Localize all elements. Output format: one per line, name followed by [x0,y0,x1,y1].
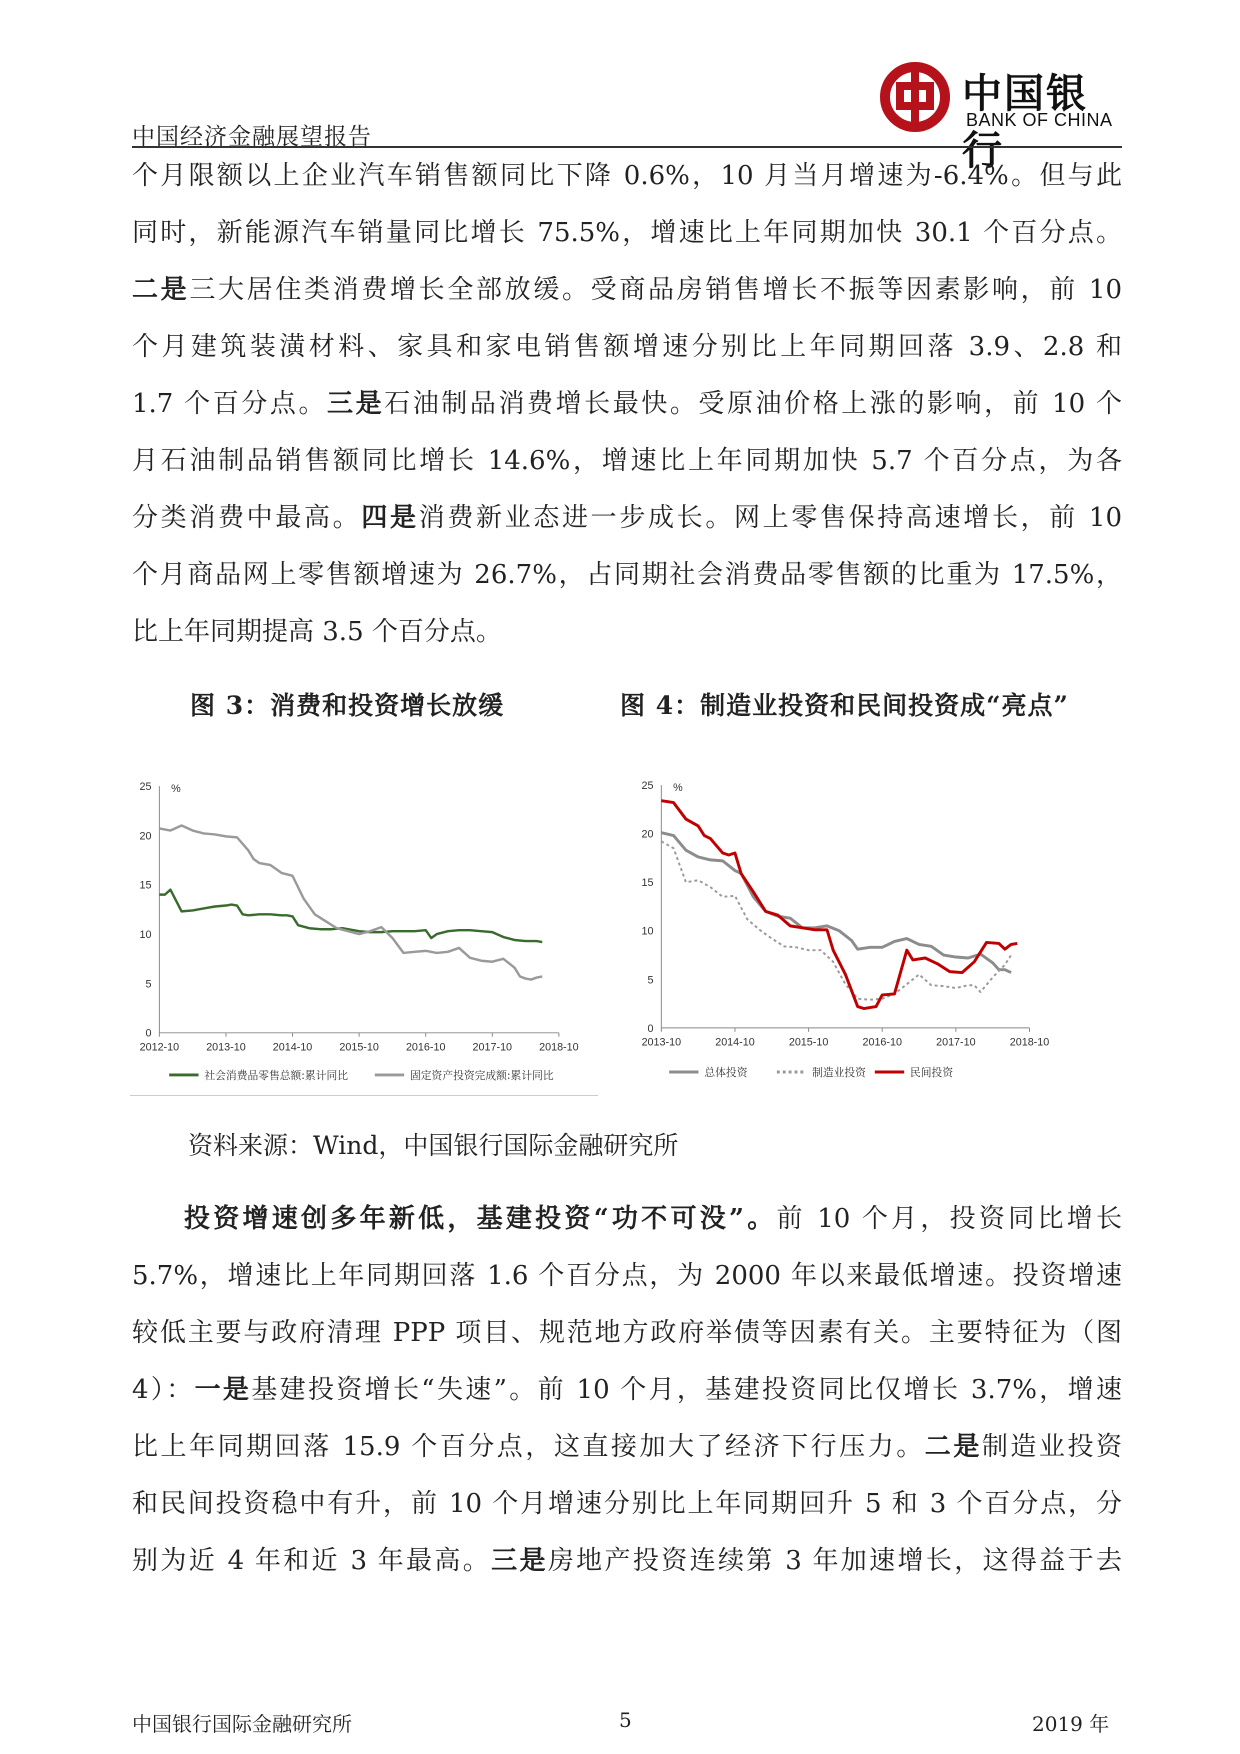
text-line [132,205,1122,262]
y-tick-label: 25 [641,780,654,792]
text-line [132,1305,1122,1362]
y-tick-label: 25 [139,780,152,793]
unit-label: % [673,781,683,794]
legend-label: 制造业投资 [812,1065,866,1079]
text-segment: 比上年同期提高 3.5 个百分点。 [132,617,502,647]
y-tick-label: 20 [139,830,152,843]
x-tick-label: 2016-10 [405,1041,446,1054]
y-tick-label: 5 [145,978,152,991]
bold-lead: 一是 [194,1375,252,1405]
bank-of-china-logo [878,60,1118,174]
x-tick-label: 2012-10 [139,1041,180,1054]
x-tick-label: 2014-10 [715,1036,755,1049]
text-segment: 较低主要与政府清理 PPP 项目、规范地方政府举债等因素有关。主要特征为（图 [132,1318,1122,1348]
y-tick-label: 0 [647,1022,654,1035]
figure-3-title: 图 3：消费和投资增长放缓 [190,691,505,720]
x-tick-label: 2016-10 [862,1036,902,1049]
text-segment: 个月建筑装潢材料、家具和家电销售额增速分别比上年同期回落 3.9、2.8 和 [132,332,1122,362]
y-tick-label: 5 [647,974,654,987]
footer-year: 2019 年 [1032,1712,1110,1736]
text-segment: 同时，新能源汽车销量同比增长 75.5%，增速比上年同期加快 30.1 个百分点。 [132,218,1122,248]
y-tick-label: 20 [641,828,654,841]
y-tick-label: 0 [145,1027,152,1040]
x-tick-label: 2015-10 [788,1036,829,1049]
x-tick-label: 2013-10 [641,1036,682,1049]
legend-label: 总体投资 [704,1065,748,1079]
text-segment: 月石油制品销售额同比增长 14.6%，增速比上年同期加快 5.7 个百分点，为各 [132,446,1122,476]
y-tick-label: 15 [139,879,152,892]
bank-logo-icon [878,60,952,134]
text-segment: 个月限额以上企业汽车销售额同比下降 0.6%，10 月当月增速为-6.4%。但与此 [132,161,1122,191]
text-segment: 基建投资增长“失速”。前 10 个月，基建投资同比仅增长 3.7%，增速 [251,1375,1122,1405]
bold-lead: 二是 [132,275,190,305]
bold-lead: 二是 [924,1432,982,1462]
text-line [132,1191,1122,1248]
text-line [132,1248,1122,1305]
text-segment: 分类消费中最高。 [132,503,362,533]
series-line [661,801,1017,1009]
unit-label: % [171,782,181,795]
text-line [132,319,1122,376]
x-tick-label: 2018-10 [539,1041,579,1054]
x-tick-label: 2018-10 [1009,1036,1050,1049]
x-tick-label: 2013-10 [206,1041,246,1054]
page-number: 5 [619,1708,632,1732]
series-line [661,841,1011,999]
x-tick-label: 2015-10 [339,1041,379,1054]
paragraph-investment [132,1191,1122,1590]
text-line [132,148,1122,205]
legend-label: 社会消费品零售总额:累计同比 [204,1068,349,1082]
figure-4-chart [630,760,1100,1100]
text-segment: 和民间投资稳中有升，前 10 个月增速分别比上年同期回升 5 和 3 个百分点，分 [132,1489,1122,1519]
logo-english-name: BANK OF CHINA [966,110,1113,130]
x-tick-label: 2017-10 [472,1041,513,1054]
text-segment: 石油制品消费增长最快。受原油价格上涨的影响，前 10 个 [384,389,1122,419]
x-tick-label: 2014-10 [272,1041,313,1054]
text-line [132,604,1122,661]
bold-lead: 三是 [327,389,385,419]
x-tick-label: 2017-10 [936,1036,976,1049]
text-segment: 5.7%，增速比上年同期回落 1.6 个百分点，为 2000 年以来最低增速。投资增速 [132,1261,1122,1291]
report-title: 中国经济金融展望报告 [132,124,372,150]
series-line [661,833,1011,973]
text-line [132,1533,1122,1590]
text-segment: 1.7 个百分点。 [132,389,328,419]
text-segment: 别为近 4 年和近 3 年最高。 [132,1546,492,1576]
footer-institute: 中国银行国际金融研究所 [132,1712,352,1736]
figure-3-chart [130,760,600,1100]
text-segment: 前 10 个月，投资同比增长 [776,1204,1122,1234]
text-line [132,1419,1122,1476]
paragraph-consumption [132,148,1122,661]
series-line [159,890,542,942]
legend-label: 固定资产投资完成额:累计同比 [410,1068,554,1082]
bold-lead: 三是 [491,1546,548,1576]
logo-chinese-name: 中国银行 [962,70,1088,174]
text-line [132,547,1122,604]
text-line [132,1362,1122,1419]
text-line [132,262,1122,319]
bold-lead: 投资增速创多年新低，基建投资“功不可没”。 [184,1204,777,1234]
legend-label: 民间投资 [910,1065,954,1079]
text-segment: 个月商品网上零售额增速为 26.7%，占同期社会消费品零售额的比重为 17.5%， [132,560,1122,590]
text-segment: 比上年同期回落 15.9 个百分点，这直接加大了经济下行压力。 [132,1432,925,1462]
figure-source: 资料来源：Wind，中国银行国际金融研究所 [188,1131,679,1160]
text-segment: 制造业投资 [981,1432,1122,1462]
y-tick-label: 10 [139,929,152,942]
text-segment: 房地产投资连续第 3 年加速增长，这得益于去 [547,1546,1122,1576]
figure-4-title: 图 4：制造业投资和民间投资成“亮点” [620,691,1069,720]
text-line [132,433,1122,490]
y-tick-label: 10 [641,925,654,938]
text-segment: 三大居住类消费增长全部放缓。受商品房销售增长不振等因素影响，前 10 [189,275,1122,305]
text-line [132,490,1122,547]
text-segment: 消费新业态进一步成长。网上零售保持高速增长，前 10 [418,503,1122,533]
bold-lead: 四是 [361,503,419,533]
series-line [159,826,542,980]
y-tick-label: 15 [641,877,654,890]
text-line [132,1476,1122,1533]
text-line [132,376,1122,433]
text-segment: 4）： [132,1375,195,1405]
